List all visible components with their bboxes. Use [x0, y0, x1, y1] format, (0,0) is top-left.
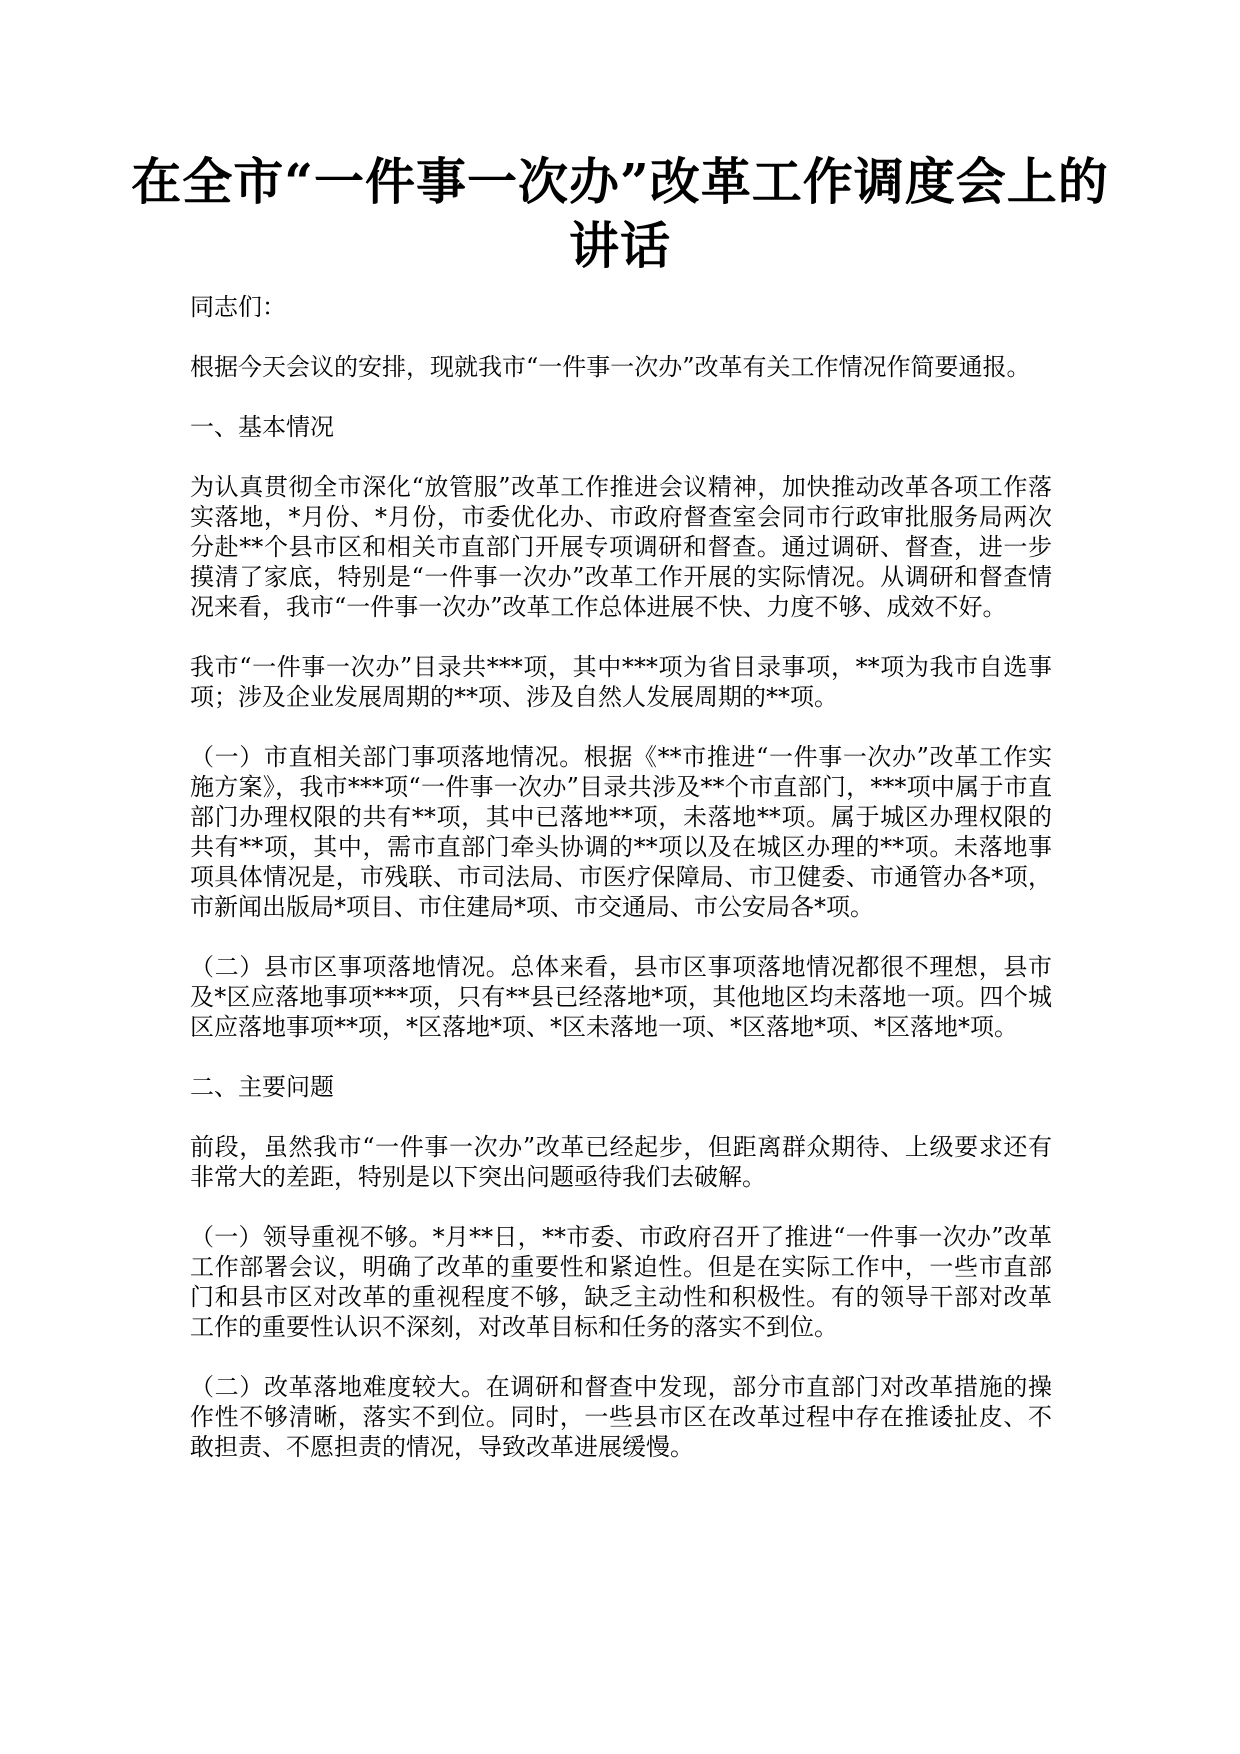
- basic-subsection-2: （二）县市区事项落地情况。总体来看，县市区事项落地情况都很不理想，县市及*区应落地事项***项，只有**县已经落地*项，其他地区均未落地一项。四个城区应落地事项**项，*区落地*项、*区未落地一项、*区落地*项、*区落地*项。: [190, 953, 1052, 1041]
- salutation: 同志们：: [190, 293, 286, 321]
- basic-paragraph-1: 为认真贯彻全市深化“放管服”改革工作推进会议精神，加快推动改革各项工作落实落地，*月份、*月份，市委优化办、市政府督查室会同市行政审批服务局两次分赴**个县市区和相关市直部门开展专项调研和督查。通过调研、督查，进一步摸清了家底，特别是“一件事一次办”改革工作开展的实际情况。从调研和督查情况来看，我市“一件事一次办”改革工作总体进展不快、力度不够、成效不好。: [190, 473, 1052, 621]
- problems-subsection-2: （二）改革落地难度较大。在调研和督查中发现，部分市直部门对改革措施的操作性不够清晰，落实不到位。同时，一些县市区在改革过程中存在推诿扯皮、不敢担责、不愿担责的情况，导致改革进展缓慢。: [190, 1373, 1052, 1461]
- problems-intro: 前段，虽然我市“一件事一次办”改革已经起步，但距离群众期待、上级要求还有非常大的差距，特别是以下突出问题亟待我们去破解。: [190, 1133, 1052, 1191]
- basic-paragraph-2: 我市“一件事一次办”目录共***项，其中***项为省目录事项，**项为我市自选事项；涉及企业发展周期的**项、涉及自然人发展周期的**项。: [190, 653, 1052, 711]
- document-title: 在全市“一件事一次办”改革工作调度会上的讲话: [131, 152, 1109, 275]
- document-body: [190, 292, 1052, 1462]
- problems-subsection-1: （一）领导重视不够。*月**日，**市委、市政府召开了推进“一件事一次办”改革工作部署会议，明确了改革的重要性和紧迫性。但是在实际工作中，一些市直部门和县市区对改革的重视程度不够，缺乏主动性和积极性。有的领导干部对改革工作的重要性认识不深刻，对改革目标和任务的落实不到位。: [190, 1223, 1052, 1341]
- intro-paragraph: 根据今天会议的安排，现就我市“一件事一次办”改革有关工作情况作简要通报。: [190, 353, 1031, 381]
- section-heading-problems: 二、主要问题: [190, 1073, 334, 1101]
- section-heading-basic: 一、基本情况: [190, 413, 334, 441]
- basic-subsection-1: （一）市直相关部门事项落地情况。根据《**市推进“一件事一次办”改革工作实施方案》，我市***项“一件事一次办”目录共涉及**个市直部门，***项中属于市直部门办理权限的共有**项，其中已落地**项，未落地**项。属于城区办理权限的共有**项，其中，需市直部门牵头协调的**项以及在城区办理的**项。未落地事项具体情况是，市残联、市司法局、市医疗保障局、市卫健委、市通管办各*项，市新闻出版局*项目、市住建局*项、市交通局、市公安局各*项。: [190, 743, 1052, 921]
